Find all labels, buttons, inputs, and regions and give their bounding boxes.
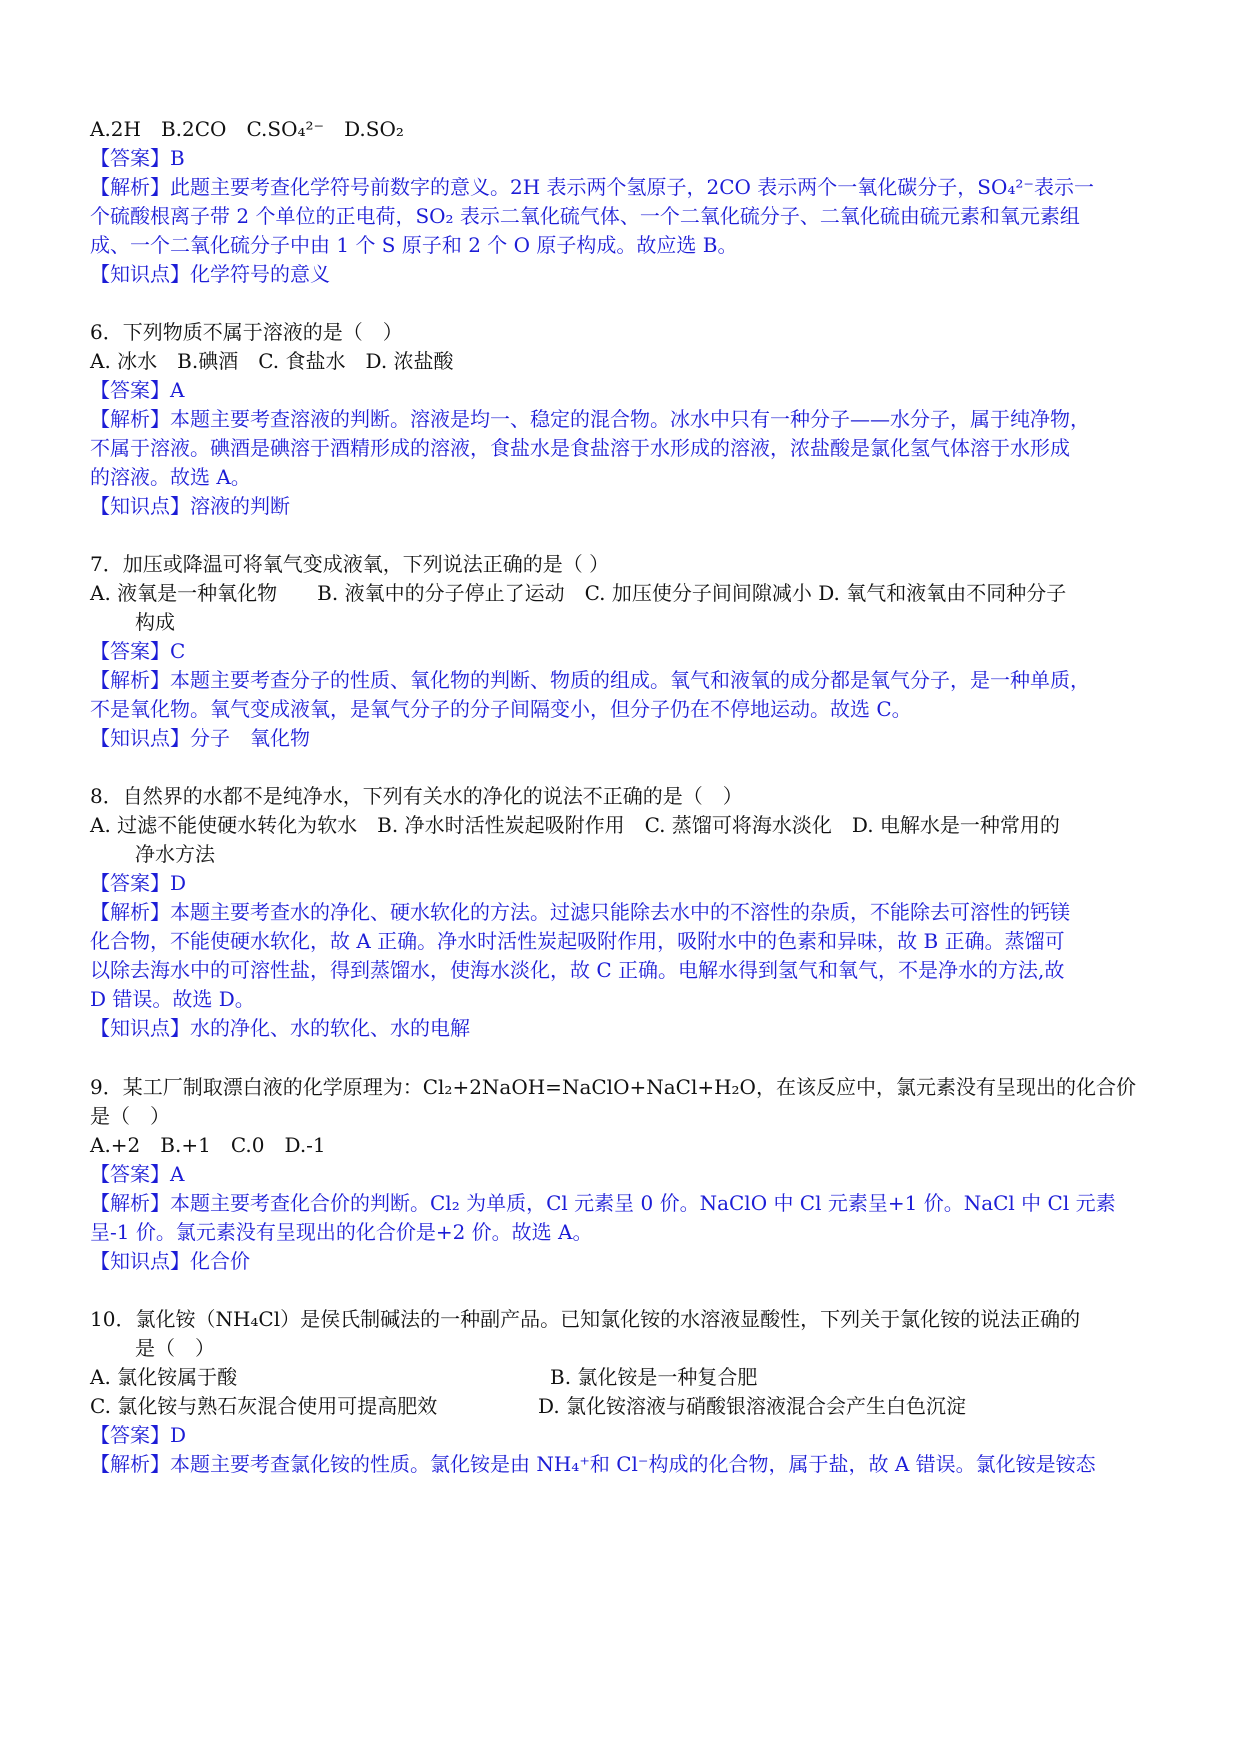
q7-analysis-line-1 xyxy=(90,664,1090,696)
answer-value: B xyxy=(170,146,185,170)
knowledge-label: 【知识点】 xyxy=(90,494,190,518)
q7-options-line-2: 构成 xyxy=(135,610,175,634)
q8-answer xyxy=(90,867,186,899)
answer-value: D xyxy=(170,871,187,895)
answer-label: 【答案】 xyxy=(90,378,170,402)
knowledge-value: 化学符号的意义 xyxy=(190,262,330,286)
knowledge-label: 【知识点】 xyxy=(90,1016,190,1040)
q7-analysis-line-2: 不是氧化物。氧气变成液氧，是氧气分子的分子间隔变小，但分子仍在不停地运动。故选 C。 xyxy=(90,697,912,721)
knowledge-label: 【知识点】 xyxy=(90,726,190,750)
answer-label: 【答案】 xyxy=(90,871,170,895)
q10-stem-line-1: 10．氯化铵（NH₄Cl）是侯氏制碱法的一种副产品。已知氯化铵的水溶液显酸性，下列关于氯化铵的说法正确的 xyxy=(90,1307,1081,1331)
q10-option-d: D. 氯化铵溶液与硝酸银溶液混合会产生白色沉淀 xyxy=(538,1394,967,1418)
q7-stem: 7．加压或降温可将氧气变成液氧，下列说法正确的是（ ） xyxy=(90,552,610,576)
q10-analysis-line-1 xyxy=(90,1448,1096,1480)
q9-analysis-line-2: 呈-1 价。氯元素没有呈现出的化合价是+2 价。故选 A。 xyxy=(90,1220,593,1244)
q9-knowledge xyxy=(90,1245,250,1277)
q10-option-b: B. 氯化铵是一种复合肥 xyxy=(550,1365,758,1389)
q6-analysis-line-3: 的溶液。故选 A。 xyxy=(90,465,251,489)
q7-knowledge xyxy=(90,722,310,754)
answer-label: 【答案】 xyxy=(90,1162,170,1186)
analysis-label: 【解析】 xyxy=(90,1452,170,1476)
q9-analysis-line-1 xyxy=(90,1187,1116,1219)
q8-analysis-line-1 xyxy=(90,896,1070,928)
q9-stem-line-1: 9．某工厂制取漂白液的化学原理为：Cl₂+2NaOH=NaClO+NaCl+H₂O，在该反应中，氯元素没有呈现出的化合价 xyxy=(90,1075,1136,1099)
analysis-label: 【解析】 xyxy=(90,668,170,692)
q7-answer xyxy=(90,635,185,667)
knowledge-label: 【知识点】 xyxy=(90,1249,190,1273)
q6-analysis-line-2: 不属于溶液。碘酒是碘溶于酒精形成的溶液，食盐水是食盐溶于水形成的溶液，浓盐酸是氯化氢气体溶于水形成 xyxy=(90,436,1070,460)
knowledge-value: 溶液的判断 xyxy=(190,494,290,518)
q5-answer xyxy=(90,142,185,174)
q5-analysis-line-2: 个硫酸根离子带 2 个单位的正电荷，SO₂ 表示二氧化硫气体、一个二氧化硫分子、二氧化硫由硫元素和氧元素组 xyxy=(90,204,1080,228)
analysis-label: 【解析】 xyxy=(90,1191,170,1215)
q6-options: A. 冰水 B.碘酒 C. 食盐水 D. 浓盐酸 xyxy=(90,349,454,373)
q10-stem-line-2: 是（ ） xyxy=(135,1336,215,1360)
analysis-text: 本题主要考查水的净化、硬水软化的方法。过滤只能除去水中的不溶性的杂质，不能除去可溶性的钙镁 xyxy=(170,900,1070,924)
q5-knowledge xyxy=(90,258,330,290)
q9-answer xyxy=(90,1158,184,1190)
analysis-label: 【解析】 xyxy=(90,900,170,924)
answer-label: 【答案】 xyxy=(90,146,170,170)
q8-analysis-line-3: 以除去海水中的可溶性盐，得到蒸馏水，使海水淡化，故 C 正确。电解水得到氢气和氧气，不是净水的方法,故 xyxy=(90,958,1065,982)
knowledge-value: 水的净化、水的软化、水的电解 xyxy=(190,1016,470,1040)
analysis-text: 本题主要考查氯化铵的性质。氯化铵是由 NH₄⁺和 Cl⁻构成的化合物，属于盐，故 A 错误。氯化铵是铵态 xyxy=(170,1452,1096,1476)
answer-value: D xyxy=(170,1423,187,1447)
q8-knowledge xyxy=(90,1012,470,1044)
answer-label: 【答案】 xyxy=(90,1423,170,1447)
q8-stem: 8．自然界的水都不是纯净水，下列有关水的净化的说法不正确的是（ ） xyxy=(90,784,743,808)
analysis-text: 本题主要考查化合价的判断。Cl₂ 为单质，Cl 元素呈 0 价。NaClO 中 Cl 元素呈+1 价。NaCl 中 Cl 元素 xyxy=(170,1191,1116,1215)
knowledge-value: 化合价 xyxy=(190,1249,250,1273)
q6-stem: 6．下列物质不属于溶液的是（ ） xyxy=(90,320,403,344)
analysis-text: 本题主要考查分子的性质、氧化物的判断、物质的组成。氧气和液氧的成分都是氧气分子，是一种单质， xyxy=(170,668,1090,692)
q5-analysis-line-3: 成、一个二氧化硫分子中由 1 个 S 原子和 2 个 O 原子构成。故应选 B。 xyxy=(90,233,738,257)
analysis-label: 【解析】 xyxy=(90,407,170,431)
q5-analysis-line-1 xyxy=(90,171,1094,203)
q6-answer xyxy=(90,374,184,406)
knowledge-label: 【知识点】 xyxy=(90,262,190,286)
q5-options: A.2H B.2CO C.SO₄²⁻ D.SO₂ xyxy=(90,117,404,141)
answer-value: C xyxy=(170,639,186,663)
answer-value: A xyxy=(170,378,185,402)
q8-options-line-2: 净水方法 xyxy=(135,842,215,866)
q9-options: A.+2 B.+1 C.0 D.-1 xyxy=(90,1133,326,1157)
q10-answer xyxy=(90,1419,186,1451)
knowledge-value: 分子 氧化物 xyxy=(190,726,310,750)
analysis-label: 【解析】 xyxy=(90,175,170,199)
q10-option-a: A. 氯化铵属于酸 xyxy=(90,1365,238,1389)
q10-option-c: C. 氯化铵与熟石灰混合使用可提高肥效 xyxy=(90,1394,438,1418)
q8-analysis-line-4: D 错误。故选 D。 xyxy=(90,987,255,1011)
q8-options-line-1: A. 过滤不能使硬水转化为软水 B. 净水时活性炭起吸附作用 C. 蒸馏可将海水淡化 D. 电解水是一种常用的 xyxy=(90,813,1060,837)
q7-options-line-1: A. 液氧是一种氧化物 B. 液氧中的分子停止了运动 C. 加压使分子间间隙减小 D. 氧气和液氧由不同种分子 xyxy=(90,581,1067,605)
answer-label: 【答案】 xyxy=(90,639,170,663)
analysis-text: 本题主要考查溶液的判断。溶液是均一、稳定的混合物。冰水中只有一种分子——水分子，属于纯净物， xyxy=(170,407,1090,431)
q8-analysis-line-2: 化合物，不能使硬水软化，故 A 正确。净水时活性炭起吸附作用，吸附水中的色素和异味，故 B 正确。蒸馏可 xyxy=(90,929,1065,953)
answer-value: A xyxy=(170,1162,185,1186)
q9-stem-line-2: 是（ ） xyxy=(90,1104,170,1128)
q6-knowledge xyxy=(90,490,290,522)
analysis-text: 此题主要考查化学符号前数字的意义。2H 表示两个氢原子，2CO 表示两个一氧化碳分子，SO₄²⁻表示一 xyxy=(170,175,1094,199)
q6-analysis-line-1 xyxy=(90,403,1090,435)
